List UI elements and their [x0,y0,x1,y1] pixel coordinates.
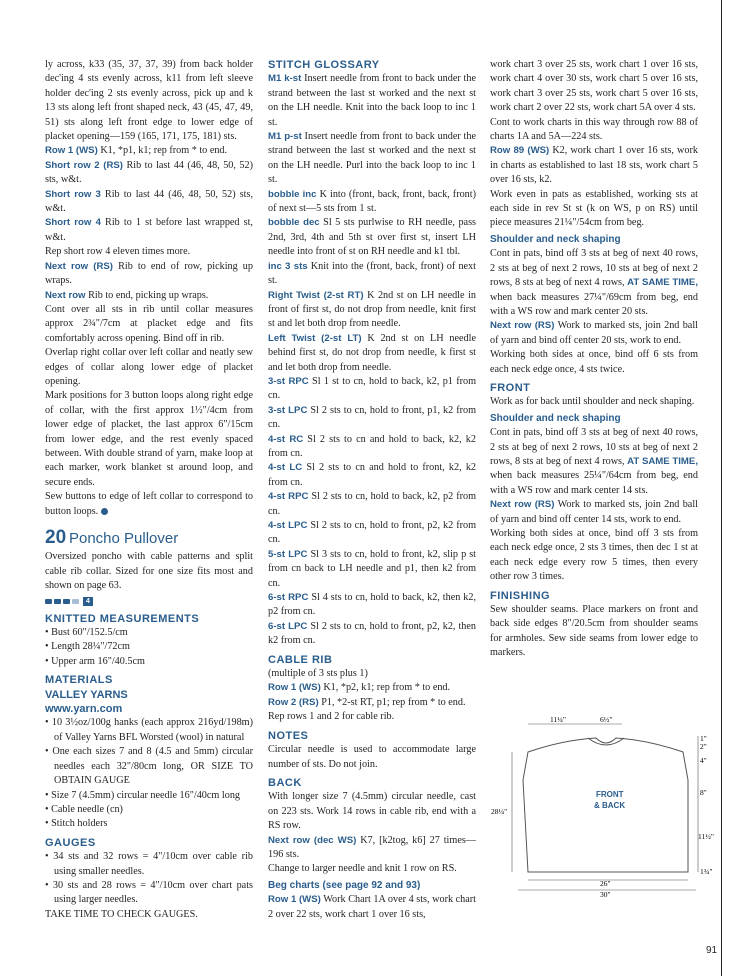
glossary-definition: Sl 3 sts to cn, hold to front, k2, slip p st from cn back to LH needle and p1, then k2 from cn. [268,548,476,589]
list-item: • Size 7 (4.5mm) circular needle 16"/40cm long [45,789,241,801]
paragraph: Cont to work charts in this way through row 88 of charts 1A and 5A—224 sts. [490,116,698,143]
list-item: • 34 sts and 32 rows = 4"/10cm over cable rib using smaller needles. [45,851,253,877]
glossary-term: 6-st RPC [268,592,309,604]
materials-list [45,716,253,831]
glossary-term: M1 p-st [268,131,302,143]
paragraph: With longer size 7 (4.5mm) circular needle, cast on 223 sts. Work 14 rows in cable rib, end with a RS row. [268,791,476,832]
glossary-definition: Sl 2 sts to cn, hold to front, p1, k2 from cn. [268,404,476,431]
glossary-term: Left Twist (2-st LT) [268,332,362,344]
column-2 [268,58,476,922]
paragraph: Working both sides at once, bind off 3 sts from each neck edge once, 2 sts 3 times, then dec 1 st at each neck edge every row 5 times, then every other row 3 times. [490,528,698,583]
page-number: 91 [706,945,718,956]
glossary-term: bobble inc [268,188,317,200]
section-heading: NOTES [268,729,309,742]
skill-level-indicator [45,596,253,608]
glossary-definition: Insert needle from front to back under the strand between the last st worked and the next st on the LH needle. Purl into the back loop to inc 1 st. [268,131,477,186]
paragraph: Change to larger needle and knit 1 row on RS. [268,863,457,875]
glossary-term: bobble dec [268,217,320,229]
subheading: Shoulder and neck shaping [490,412,621,424]
end-bullet-icon [101,508,108,515]
section-heading: MATERIALS [45,674,113,687]
subheading: Beg charts (see page 92 and 93) [268,879,421,891]
skill-bar-icon [63,599,70,604]
paragraph: Sew buttons to edge of left collar to correspond to button loops. [45,491,253,517]
glossary-entry [268,375,476,404]
glossary-term: inc 3 sts [268,260,308,272]
glossary-entry [268,332,476,375]
skill-bar-icon [54,599,61,604]
paragraph: Cont over all sts in rib until collar measures approx 2¾"/7cm at placket edge and fits comfortably across opening. Bind off in rib. [45,303,253,344]
glossary-entry [268,620,476,649]
instruction-row: Row 2 (RS) P1, *2-st RT, p1; rep from * to end. [268,696,466,708]
glossary-term: M1 k-st [268,73,302,85]
page-edge-rule [721,0,722,976]
glossary-definition: Sl 2 sts to cn and hold to back, k2, k2 from cn. [268,433,476,459]
section-heading: FINISHING [490,589,551,602]
subheading: Shoulder and neck shaping [490,233,621,245]
instruction-row: Row 1 (WS) K1, *p2, k1; rep from * to end. [268,682,451,694]
list-item: • 30 sts and 28 rows = 4"/10cm over chart pats using larger needles. [45,879,253,906]
section-heading: CABLE RIB [268,653,333,666]
glossary-term: 5-st LPC [268,548,308,560]
glossary-entry [268,519,476,548]
instruction-row: Short row 2 (RS) Rib to last 44 (46, 48, 50, 52) sts, w&t. [45,159,253,186]
yarn-brand: VALLEY YARNS [45,688,128,701]
dim-label: 6½" [600,715,613,724]
glossary-definition: Sl 2 sts to cn, hold to front, p2, k2, then k2 from cn. [268,620,476,647]
section-heading: GAUGES [45,836,96,849]
pattern-title [45,527,253,548]
section-heading: FRONT [490,381,531,394]
glossary-entry [268,591,476,620]
instruction-row: Next row (dec WS) K7, [k2tog, k6] 27 times—196 sts. [268,834,476,860]
dim-label: 2" [700,742,707,751]
column-3 [490,58,698,661]
yarn-url: www.yarn.com [45,703,123,716]
glossary-term: 3-st RPC [268,375,309,387]
glossary-term: 6-st LPC [268,620,308,632]
glossary-definition: Sl 2 sts to cn and hold to front, k2, k2 from cn. [268,462,477,488]
column-1 [45,58,253,922]
list-item: • Length 28¼"/72cm [45,641,130,653]
skill-bar-icon [72,599,79,604]
glossary-definition: Knit into the (front, back, front) of next st. [268,260,476,287]
paragraph: Overlap right collar over left collar and neatly sew edges of collar along lower edge of placket opening. [45,347,253,387]
list-item: • Upper arm 16"/40.5cm [45,655,145,667]
garment-schematic [488,712,718,899]
glossary-entry [268,260,476,289]
dim-label: 4" [700,756,707,765]
paragraph: Work even in pats as established, working sts at each side in rev St st (k on WS, p on RS) until piece measures 21¼"/54cm from beg. [490,188,698,229]
glossary-term: 4-st LC [268,462,303,474]
glossary-entry [268,548,476,591]
glossary-entry [268,188,476,217]
instruction-row: Short row 3 Rib to last 44 (46, 48, 50, 52) sts, w&t. [45,188,253,215]
glossary-definition: Sl 1 st to cn, hold to back, k2, p1 from cn. [268,375,476,402]
glossary-definition: Sl 2 sts to cn, hold to front, p2, k2 from cn. [268,520,476,546]
gauge-note: TAKE TIME TO CHECK GAUGES. [45,908,198,920]
glossary-term: 3-st LPC [268,404,308,416]
glossary-term: Right Twist (2-st RT) [268,289,364,301]
neck-curve [588,738,624,745]
paragraph: Rep short row 4 eleven times more. [45,246,191,258]
instruction-row: Short row 4 Rib to 1 st before last wrapped st, w&t. [45,217,253,243]
paragraph: Cont in pats, bind off 3 sts at beg of next 40 rows, 2 sts at beg of next 2 rows, 10 sts at beg of next 2 rows, 8 sts at beg of next 4 rows, AT SAME TIME, when back measures 25¼"/64cm from beg, end with a WS row and mark center 14 sts. [490,427,698,496]
glossary-entry [268,433,476,462]
skill-level-badge: 4 [83,597,93,606]
glossary-term: 4-st RPC [268,491,309,503]
glossary-term: 4-st RC [268,433,304,445]
paragraph: Rep rows 1 and 2 for cable rib. [268,711,395,723]
dim-label: 26" [600,879,611,888]
glossary-definition: Insert needle from front to back under the strand between the last st worked and the next st on the LH needle. Knit into the back loop to inc 1 st. [268,73,476,128]
glossary-entry [268,461,476,490]
paragraph: Cont in pats, bind off 3 sts at beg of next 40 rows, 2 sts at beg of next 2 rows, 10 sts at beg of next 2 rows, 8 sts at beg of next 4 rows, AT SAME TIME, when back measures 27¼"/69cm from beg, end with a WS row and mark center 20 sts. [490,248,698,317]
paragraph: Mark positions for 3 button loops along right edge of collar, with the first approx 1½"/4cm from lower edge of placket, the last approx 6"/15cm from lower edge, and the rest evenly spaced between. With double strand of yarn, make loop at each marker, work blanket st around loop, and secure ends. [45,390,253,488]
list-item: • Cable needle (cn) [45,803,123,815]
paragraph: Sew shoulder seams. Place markers on front and back side edges 8"/20.5cm from shoulder seams for armholes. Sew side seams from lower edge to markers. [490,604,698,659]
paragraph: (multiple of 3 sts plus 1) [268,668,368,680]
section-heading: STITCH GLOSSARY [268,59,380,71]
dim-label: 1¾" [700,867,713,876]
glossary-definition: Sl 5 sts purlwise to RH needle, pass 2nd, 3rd, 4th and 5th st over first st, insert LH needle into front of st on RH needle and k1 tbl. [268,217,477,258]
instruction-row: Next row Rib to end, picking up wraps. [45,289,209,301]
instruction-row: Row 1 (WS) K1, *p1, k1; rep from * to end. [45,145,228,157]
section-heading: BACK [268,776,302,789]
dim-label: 30" [600,890,611,899]
dim-label: 11¼" [550,715,566,724]
glossary-definition: Sl 4 sts to cn, hold to back, k2, then k2, p2 from cn. [268,592,477,618]
skill-bar-icon [45,599,52,604]
instruction-row: Next row (RS) Rib to end of row, picking up wraps. [45,260,253,287]
instruction-row: Next row (RS) Work to marked sts, join 2nd ball of yarn and bind off center 20 sts, work to end. [490,320,698,346]
paragraph: Circular needle is used to accommodate large number of sts. Do not join. [268,744,476,770]
instruction-row: Row 89 (WS) K2, work chart 1 over 16 sts, work in charts as established to last 18 sts, work chart 5 over 16 sts, k2. [490,145,698,186]
paragraph: Work as for back until shoulder and neck shaping. [490,396,695,408]
gauges-list [45,850,253,908]
glossary-entry [268,130,476,188]
schematic-label: FRONT [596,790,624,799]
measurements-list [45,626,253,669]
glossary-entry [268,289,476,332]
glossary-definition: Sl 2 sts to cn, hold to back, k2, p2 from cn. [268,491,476,517]
dim-label: 8" [700,788,707,797]
glossary-entry [268,216,476,259]
glossary-definition: K 2nd st on LH needle in front of first st, do not drop from needle, knit first st and let both drop from needle. [268,289,476,330]
glossary-term: 4-st LPC [268,520,308,531]
dim-label: 11½" [698,832,714,841]
instruction-row: Next row (RS) Work to marked sts, join 2nd ball of yarn and bind off center 14 sts, work to end. [490,499,698,525]
paragraph: Working both sides at once, bind off 6 sts from each neck edge once, 4 sts twice. [490,349,698,375]
list-item: • 10 3½oz/100g hanks (each approx 216yd/198m) of Valley Yarns BFL Worsted (wool) in natural [45,717,253,743]
pattern-intro: Oversized poncho with cable patterns and split cable rib collar. Sized for one size fits most and shown on page 63. [45,551,253,592]
pattern-name: Poncho Pullover [68,530,179,547]
section-heading: KNITTED MEASUREMENTS [45,612,200,625]
paragraph: ly across, k33 (35, 37, 37, 39) from back holder dec'ing 4 sts evenly across, k11 from left sleeve holder dec'ing 2 sts evenly across, pick up and k 13 sts along left front shaped neck, 43 (45, 47, 49, 51) sts along left front edge to lower edge of placket opening—159 (165, 171, 175, 181) sts. [45,59,253,143]
glossary-definition: K 2nd st on LH needle behind first st, do not drop from needle, k first st and let both drop from needle. [268,332,476,373]
list-item: • Stitch holders [45,818,108,830]
list-item: • Bust 60"/152.5/cm [45,627,128,639]
paragraph: work chart 3 over 25 sts, work chart 1 over 16 sts, work chart 4 over 30 sts, work chart 5 over 16 sts, work chart 3 over 25 sts, work chart 5 over 16 sts, work chart 2 over 22 sts, work chart 5A over 4 sts. [490,59,698,114]
glossary-definition: K into (front, back, front, back, front) of next st—5 sts from 1 st. [268,188,476,215]
pattern-number: 20 [45,527,67,548]
glossary-entry [268,404,476,433]
schematic-label: & BACK [594,801,626,810]
dim-label: 1" [700,734,707,743]
stitch-glossary [268,72,476,648]
glossary-entry [268,490,476,519]
glossary-entry [268,72,476,130]
list-item: • One each sizes 7 and 8 (4.5 and 5mm) circular needles each 32"/80cm long, OR SIZE TO OBTAIN GAUGE [45,746,253,787]
instruction-row: Row 1 (WS) Work Chart 1A over 4 sts, work chart 2 over 22 sts, work chart 1 over 16 sts, [268,894,477,920]
dim-label: 28¼" [491,807,508,816]
